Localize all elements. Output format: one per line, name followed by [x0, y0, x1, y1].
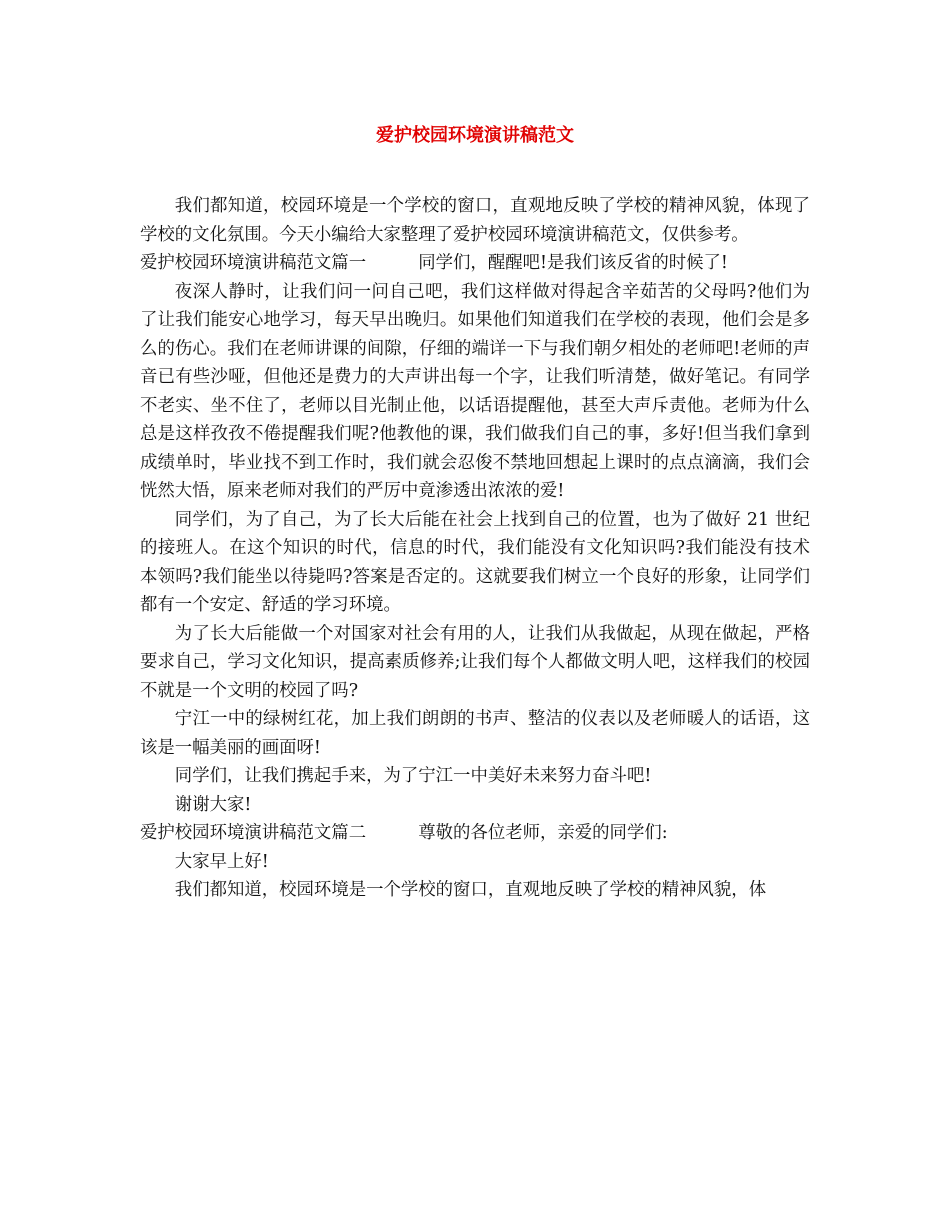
paragraph: 夜深人静时，让我们问一问自己吧，我们这样做对得起含辛茹苦的父母吗?他们为了让我们能安心地学习，每天早出晚归。如果他们知道我们在学校的表现，他们会是多么的伤心。我们在老师讲课的间隙，仔细的端详一下与我们朝夕相处的老师吧!老师的声音已有些沙哑，但他还是费力的大声讲出每一个字，让我们听清楚，做好笔记。有同学不老实、坐不住了，老师以目光制止他，以话语提醒他，甚至大声斥责他。老师为什么总是这样孜孜不倦提醒我们呢?他教他的课，我们做我们自己的事，多好!但当我们拿到成绩单时，毕业找不到工作时，我们就会忍俊不禁地回想起上课时的点点滴滴，我们会恍然大悟，原来老师对我们的严厉中竟渗透出浓浓的爱! — [140, 281, 810, 501]
document-body — [140, 192, 810, 905]
paragraph: 为了长大后能做一个对国家对社会有用的人，让我们从我做起，从现在做起，严格要求自己，学习文化知识，提高素质修养;让我们每个人都做文明人吧，这样我们的校园不就是一个文明的校园了吗? — [140, 623, 810, 701]
section-heading-two: 爱护校园环境演讲稿范文篇二 尊敬的各位老师，亲爱的同学们: — [140, 823, 668, 843]
paragraph: 同学们，为了自己，为了长大后能在社会上找到自己的位置，也为了做好 21 世纪的接班人。在这个知识的时代，信息的时代，我们能没有文化知识吗?我们能没有技术本领吗?我们能坐以待毙吗?答案是否定的。这就要我们树立一个良好的形象，让同学们都有一个安定、舒适的学习环境。 — [140, 509, 810, 615]
paragraph: 宁江一中的绿树红花，加上我们朗朗的书声、整洁的仪表以及老师暖人的话语，这该是一幅美丽的画面呀! — [140, 709, 810, 758]
paragraph: 我们都知道，校园环境是一个学校的窗口，直观地反映了学校的精神风貌，体 — [174, 880, 767, 900]
section-heading-one: 爱护校园环境演讲稿范文篇一 同学们，醒醒吧!是我们该反省的时候了! — [140, 253, 728, 273]
paragraph: 同学们，让我们携起手来，为了宁江一中美好未来努力奋斗吧! — [174, 766, 652, 786]
paragraph-thanks: 谢谢大家! — [174, 794, 252, 815]
paragraph-intro: 我们都知道，校园环境是一个学校的窗口，直观地反映了学校的精神风貌，体现了学校的文化氛围。今天小编给大家整理了爱护校园环境演讲稿范文，仅供参考。 — [140, 196, 810, 245]
document-title: 爱护校园环境演讲稿范文 — [376, 125, 574, 146]
paragraph-greeting: 大家早上好! — [174, 851, 269, 872]
